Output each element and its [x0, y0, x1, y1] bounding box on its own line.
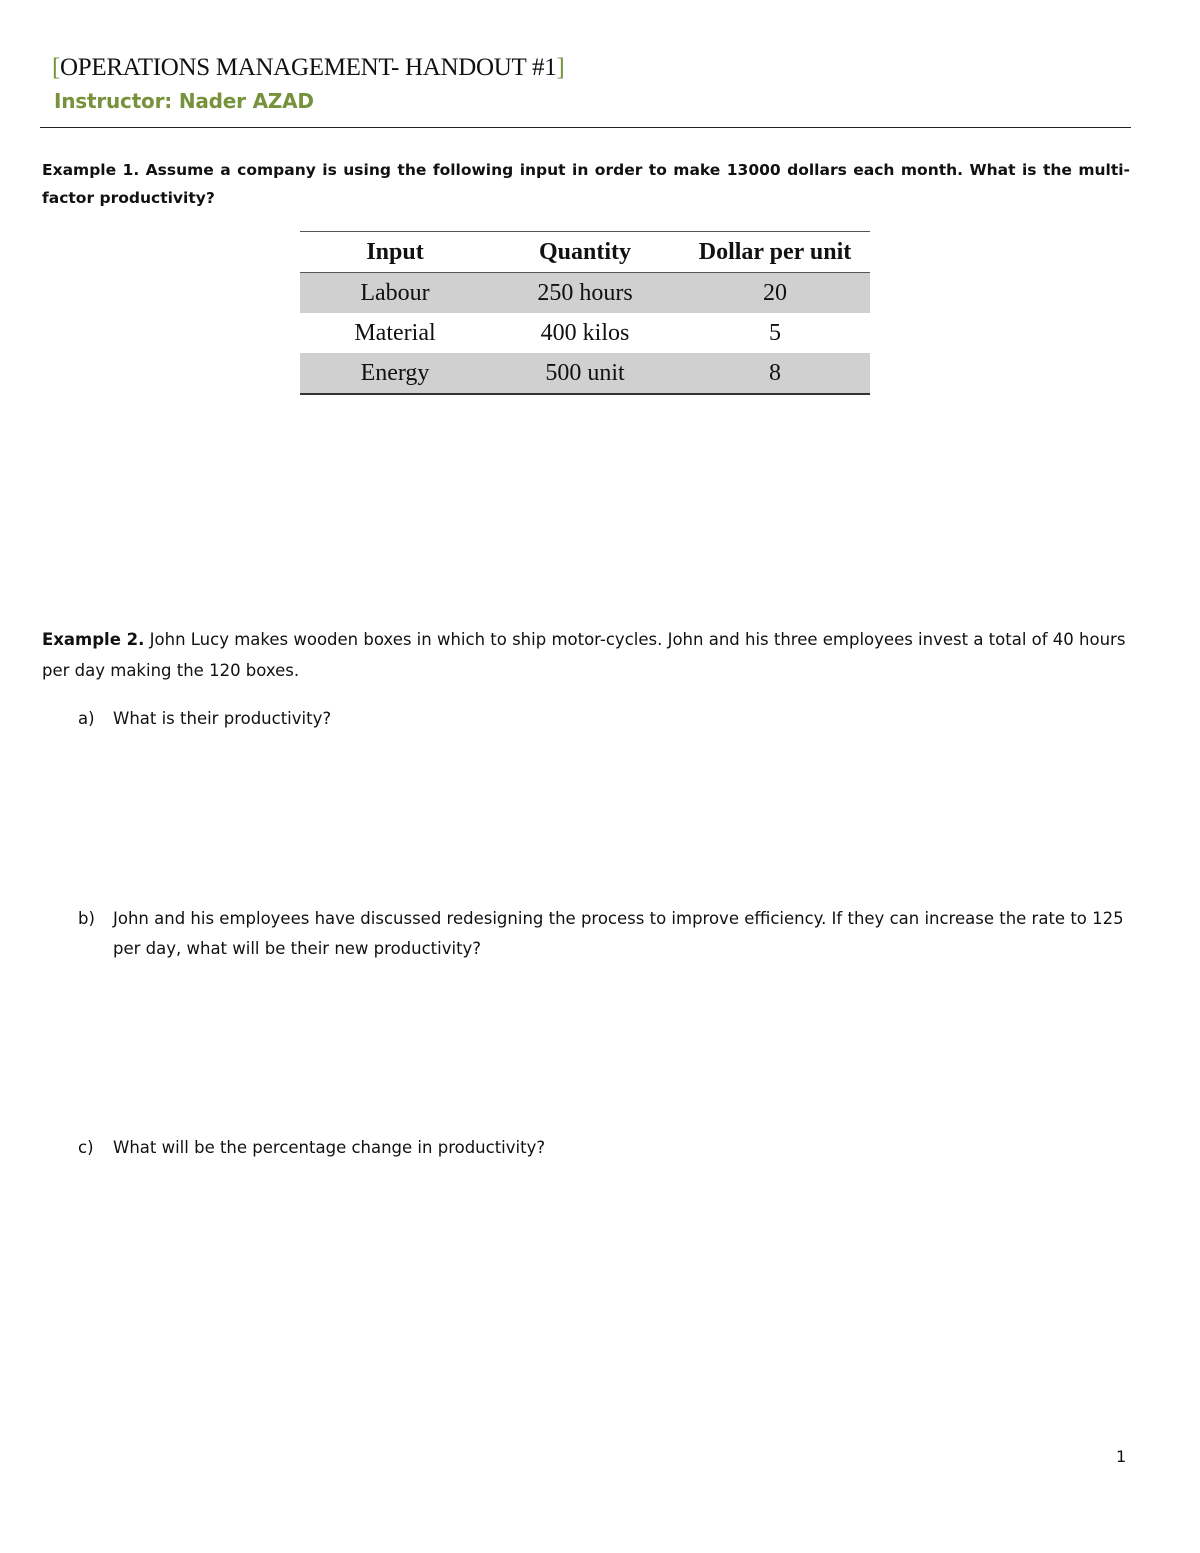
- question-c: [78, 1133, 1130, 1163]
- table-cell: 20: [680, 273, 870, 314]
- table-cell: Energy: [300, 353, 490, 394]
- example-2-body: John Lucy makes wooden boxes in which to ship motor-cycles. John and his three employees invest a total of 40 hours per day making the 120 boxes.: [42, 630, 1126, 680]
- table-cell: 8: [680, 353, 870, 394]
- question-label: a): [78, 709, 95, 728]
- example-1-text: Example 1. Assume a company is using the following input in order to make 13000 dollars each month. What is the multi-factor productivity?: [42, 161, 1130, 207]
- table-cell: Material: [354, 319, 436, 346]
- table-header-cell: Dollar per unit: [698, 238, 852, 265]
- table-row: [300, 273, 870, 314]
- question-a: [78, 704, 1130, 734]
- table-cell: 250 hours: [490, 273, 680, 314]
- table-cell: 400 kilos: [540, 319, 630, 346]
- input-table: [300, 231, 870, 395]
- title-bracket-open: [: [52, 54, 61, 81]
- table-cell: Labour: [300, 273, 490, 314]
- table-header-row: [300, 232, 870, 273]
- example-2-text: [42, 624, 1130, 686]
- title-text: OPERATIONS MANAGEMENT- HANDOUT #1: [60, 54, 557, 81]
- table-cell: 5: [769, 319, 781, 346]
- question-text: What will be the percentage change in productivity?: [113, 1138, 546, 1157]
- question-label: c): [78, 1138, 94, 1157]
- handout-title: [52, 54, 564, 82]
- title-bracket-close: ]: [556, 54, 565, 81]
- page-number: 1: [1116, 1447, 1127, 1466]
- instructor-name: Instructor: Nader AZAD: [54, 89, 314, 113]
- table-row: [300, 313, 870, 353]
- question-text: What is their productivity?: [113, 709, 332, 728]
- header-divider: [40, 127, 1131, 128]
- table-header-cell: Input: [366, 238, 424, 265]
- question-text: John and his employees have discussed redesigning the process to improve efficiency. If they can increase the rate to 125 per day, what will be their new productivity?: [113, 909, 1124, 958]
- table-row: [300, 353, 870, 394]
- table-header-cell: Quantity: [538, 238, 631, 265]
- question-label: b): [78, 909, 95, 928]
- table-cell: 500 unit: [490, 353, 680, 394]
- example-2-lead: Example 2.: [42, 630, 145, 649]
- question-b: [78, 904, 1130, 964]
